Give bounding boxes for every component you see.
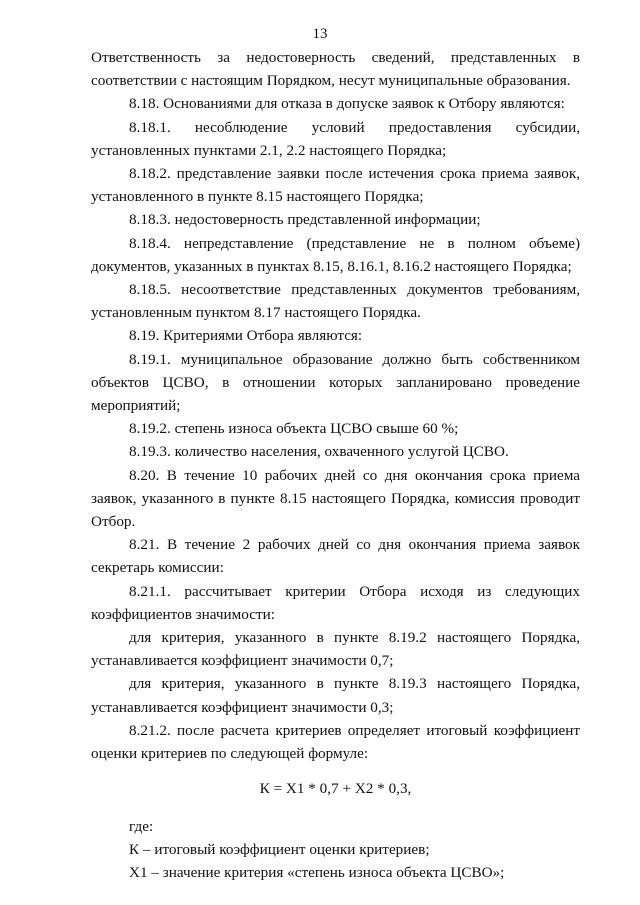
paragraph-8-18-1: 8.18.1. несоблюдение условий предоставления субсидии, установленных пунктами 2.1, 2.2 настоящего Порядка; (91, 118, 580, 159)
formula: К = Х1 * 0,7 + Х2 * 0,3, (259, 780, 412, 798)
paragraph-8-19-2: 8.19.2. степень износа объекта ЦСВО свыше 60 %; (129, 420, 459, 438)
paragraph-8-21-2: 8.21.2. после расчета критериев определяет итоговый коэффициент оценки критериев по следующей формуле: (91, 721, 580, 763)
paragraph-criterion-8-19-3: для критерия, указанного в пункте 8.19.3 настоящего Порядка, устанавливается коэффициент значимости 0,3; (91, 675, 580, 716)
paragraph-8-18-3: 8.18.3. недостоверность представленной информации; (129, 211, 481, 229)
paragraph-responsibility: Ответственность за недостоверность сведений, представленных в соответствии с настоящим Порядком, несут муниципальные образования. (91, 49, 580, 90)
paragraph-8-18-2: 8.18.2. представление заявки после истечения срока приема заявок, установленного в пункте 8.15 настоящего Порядка; (91, 165, 580, 206)
paragraph-criterion-8-19-2: для критерия, указанного в пункте 8.19.2 настоящего Порядка, устанавливается коэффициент значимости 0,7; (91, 629, 580, 670)
paragraph-k-definition: К – итоговый коэффициент оценки критериев; (129, 840, 430, 858)
page-number: 13 (312, 26, 328, 42)
document-body (91, 46, 580, 884)
paragraph-8-18-5: 8.18.5. несоответствие представленных документов требованиям, установленным пунктом 8.17 настоящего Порядка. (91, 281, 580, 322)
paragraph-8-18: 8.18. Основаниями для отказа в допуске заявок к Отбору являются: (129, 95, 565, 113)
paragraph-8-18-4: 8.18.4. непредставление (представление не в полном объеме) документов, указанных в пунктах 8.15, 8.16.1, 8.16.2 настоящего Порядка; (91, 234, 580, 275)
paragraph-8-20: 8.20. В течение 10 рабочих дней со дня окончания срока приема заявок, указанного в пункте 8.15 настоящего Порядка, комиссия проводит Отбор. (91, 466, 580, 531)
paragraph-8-19-3: 8.19.3. количество населения, охваченного услугой ЦСВО. (129, 443, 509, 461)
paragraph-x1-definition: Х1 – значение критерия «степень износа объекта ЦСВО»; (129, 863, 505, 881)
paragraph-8-19-1: 8.19.1. муниципальное образование должно быть собственником объектов ЦСВО, в отношении которых запланировано проведение мероприятий; (91, 350, 580, 415)
paragraph-where: где: (129, 817, 154, 835)
paragraph-8-19: 8.19. Критериями Отбора являются: (129, 327, 363, 345)
paragraph-8-21: 8.21. В течение 2 рабочих дней со дня окончания приема заявок секретарь комиссии: (91, 536, 580, 577)
paragraph-8-21-1: 8.21.1. рассчитывает критерии Отбора исходя из следующих коэффициентов значимости: (91, 582, 580, 623)
